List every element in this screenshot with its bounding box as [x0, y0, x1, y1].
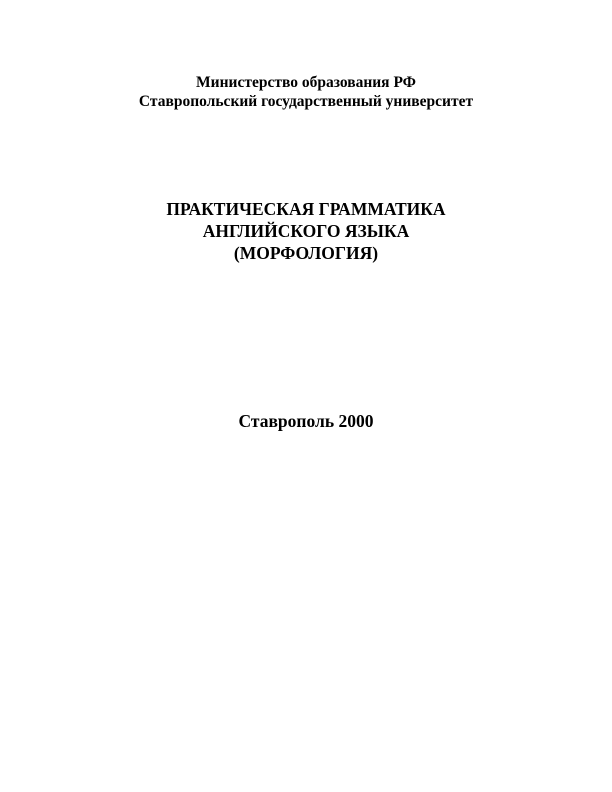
title-line-3: (МОРФОЛОГИЯ) [233, 243, 379, 263]
institution-header [0, 73, 612, 111]
document-title [0, 198, 612, 264]
place-year-text: Ставрополь 2000 [238, 411, 374, 431]
place-and-year [0, 410, 612, 432]
ministry-name: Министерство образования РФ [196, 74, 416, 91]
title-line-2: АНГЛИЙСКОГО ЯЗЫКА [202, 221, 410, 241]
university-name: Ставропольский государственный университет [138, 93, 474, 110]
title-line-1: ПРАКТИЧЕСКАЯ ГРАММАТИКА [166, 199, 446, 219]
